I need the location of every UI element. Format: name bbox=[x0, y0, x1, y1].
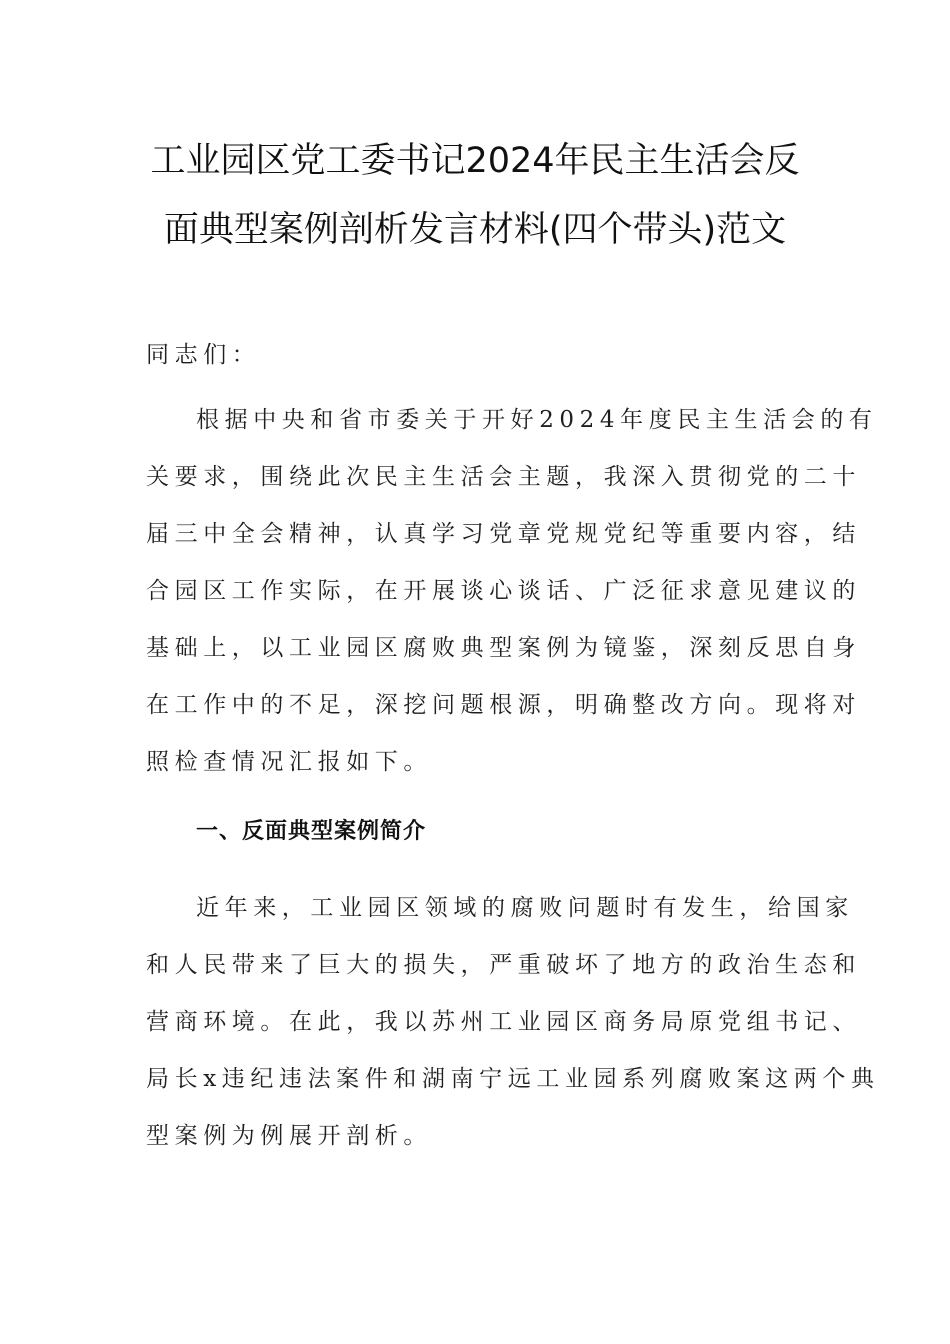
paragraph-line: 局长x违纪违法案件和湖南宁远工业园系列腐败案这两个典 bbox=[146, 1066, 880, 1092]
paragraph-line: 关要求，围绕此次民主生活会主题，我深入贯彻党的二十 bbox=[146, 464, 861, 490]
paragraph-line: 基础上，以工业园区腐败典型案例为镜鉴，深刻反思自身 bbox=[146, 635, 861, 661]
salutation: 同志们： bbox=[146, 342, 261, 368]
paragraph-line: 届三中全会精神，认真学习党章党规党纪等重要内容，结 bbox=[146, 521, 861, 547]
paragraph-line: 型案例为例展开剖析。 bbox=[146, 1123, 432, 1149]
paragraph-line: 和人民带来了巨大的损失，严重破坏了地方的政治生态和 bbox=[146, 952, 861, 978]
paragraph-line: 照检查情况汇报如下。 bbox=[146, 749, 432, 775]
paragraph-line: 根据中央和省市委关于开好2024年度民主生活会的有 bbox=[196, 407, 878, 433]
section-1-heading: 一、反面典型案例简介 bbox=[196, 819, 427, 844]
document-title-line-2: 面典型案例剖析发言材料(四个带头)范文 bbox=[163, 210, 787, 250]
paragraph-line: 营商环境。在此，我以苏州工业园区商务局原党组书记、 bbox=[146, 1009, 861, 1035]
document-title-line-1: 工业园区党工委书记2024年民主生活会反 bbox=[150, 141, 800, 181]
paragraph-line: 近年来，工业园区领域的腐败问题时有发生，给国家 bbox=[196, 895, 854, 921]
paragraph-line: 合园区工作实际，在开展谈心谈话、广泛征求意见建议的 bbox=[146, 578, 861, 604]
paragraph-line: 在工作中的不足，深挖问题根源，明确整改方向。现将对 bbox=[146, 692, 861, 718]
